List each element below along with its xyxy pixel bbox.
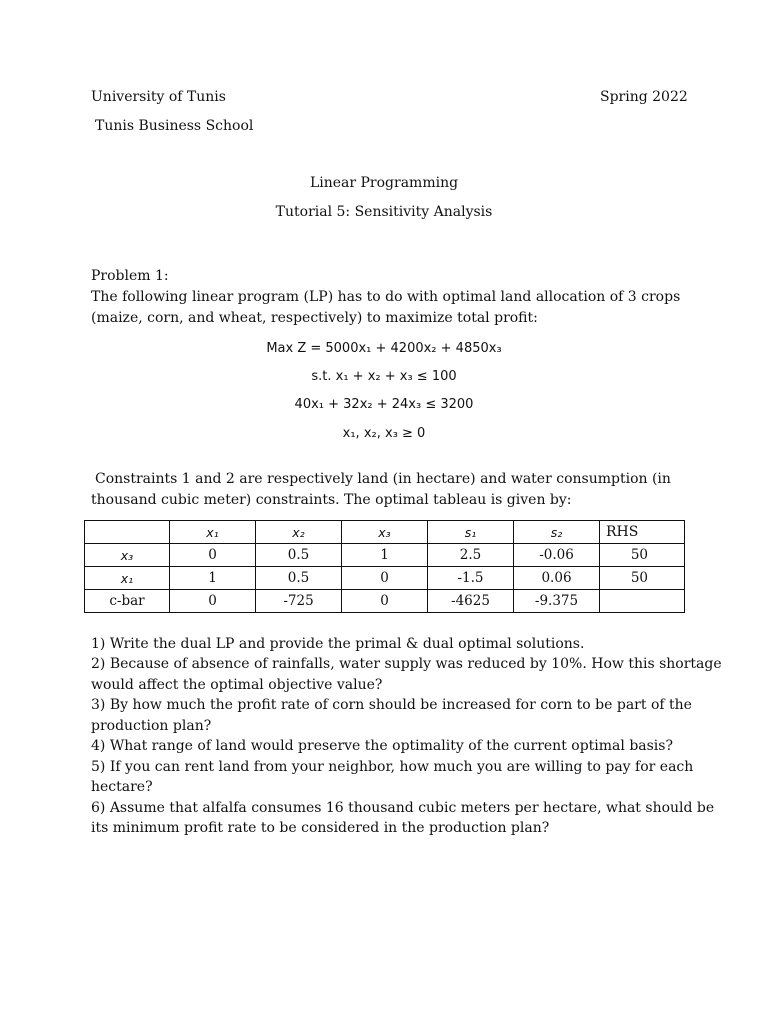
table-cell: 0.5: [256, 567, 342, 590]
question-6-line-1: 6) Assume that alfalfa consumes 16 thousand cubic meters per hectare, what should be: [91, 800, 715, 816]
context-line-2: thousand cubic meter) constraints. The optimal tableau is given by:: [91, 492, 572, 508]
constraint-water: 40x₁ + 32x₂ + 24x₃ ≤ 3200: [294, 397, 474, 412]
term-label: Spring 2022: [600, 89, 688, 105]
tableau-header-s1: s₁: [428, 521, 514, 544]
problem-heading: Problem 1:: [91, 268, 169, 284]
table-cell: -9.375: [514, 590, 600, 613]
basis-variable: x₁: [85, 567, 170, 590]
table-cell: 1: [342, 544, 428, 567]
table-cell: 0: [170, 590, 256, 613]
rhs-cell: [600, 590, 685, 613]
table-cell: 0: [342, 567, 428, 590]
table-cell: -725: [256, 590, 342, 613]
tableau-corner-cell: [85, 521, 170, 544]
table-cell: -4625: [428, 590, 514, 613]
table-cell: -0.06: [514, 544, 600, 567]
objective-function: Max Z = 5000x₁ + 4200x₂ + 4850x₃: [266, 341, 502, 356]
context-line-1: Constraints 1 and 2 are respectively land (in hectare) and water consumption (in: [95, 471, 671, 487]
question-5-line-2: hectare?: [91, 779, 153, 795]
question-5-line-1: 5) If you can rent land from your neighbor, how much you are willing to pay for each: [91, 759, 694, 775]
table-row: [85, 590, 685, 613]
tutorial-title: Tutorial 5: Sensitivity Analysis: [275, 204, 493, 220]
table-row: [85, 567, 685, 590]
problem-intro-line-1: The following linear program (LP) has to do with optimal land allocation of 3 crops: [91, 289, 681, 305]
question-6-line-2: its minimum profit rate to be considered in the production plan?: [91, 820, 550, 836]
question-1: 1) Write the dual LP and provide the primal & dual optimal solutions.: [91, 636, 585, 652]
table-cell: 0.5: [256, 544, 342, 567]
problem-intro-line-2: (maize, corn, and wheat, respectively) to maximize total profit:: [91, 310, 538, 326]
rhs-cell: 50: [600, 544, 685, 567]
question-4: 4) What range of land would preserve the optimality of the current optimal basis?: [91, 738, 673, 754]
university-name: University of Tunis: [91, 89, 226, 105]
question-3-line-1: 3) By how much the profit rate of corn should be increased for corn to be part of the: [91, 697, 692, 713]
tableau-header-x1: x₁: [170, 521, 256, 544]
rhs-cell: 50: [600, 567, 685, 590]
question-2-line-1: 2) Because of absence of rainfalls, water supply was reduced by 10%. How this shortage: [91, 656, 722, 672]
reduced-cost-label: c-bar: [85, 590, 170, 613]
optimal-tableau: [84, 520, 685, 613]
table-cell: 1: [170, 567, 256, 590]
tableau-header-row: [85, 521, 685, 544]
question-3-line-2: production plan?: [91, 718, 212, 734]
tableau-header-s2: s₂: [514, 521, 600, 544]
tableau-header-x3: x₃: [342, 521, 428, 544]
basis-variable: x₃: [85, 544, 170, 567]
school-name: Tunis Business School: [95, 118, 254, 134]
table-cell: 0: [170, 544, 256, 567]
table-cell: 0.06: [514, 567, 600, 590]
table-cell: -1.5: [428, 567, 514, 590]
table-row: [85, 544, 685, 567]
tableau-header-rhs: RHS: [600, 521, 685, 544]
tableau-header-x2: x₂: [256, 521, 342, 544]
course-title: Linear Programming: [309, 175, 459, 191]
nonnegativity-constraint: x₁, x₂, x₃ ≥ 0: [342, 426, 426, 441]
table-cell: 0: [342, 590, 428, 613]
constraint-land: s.t. x₁ + x₂ + x₃ ≤ 100: [311, 369, 457, 384]
table-cell: 2.5: [428, 544, 514, 567]
question-2-line-2: would affect the optimal objective value?: [91, 677, 383, 693]
